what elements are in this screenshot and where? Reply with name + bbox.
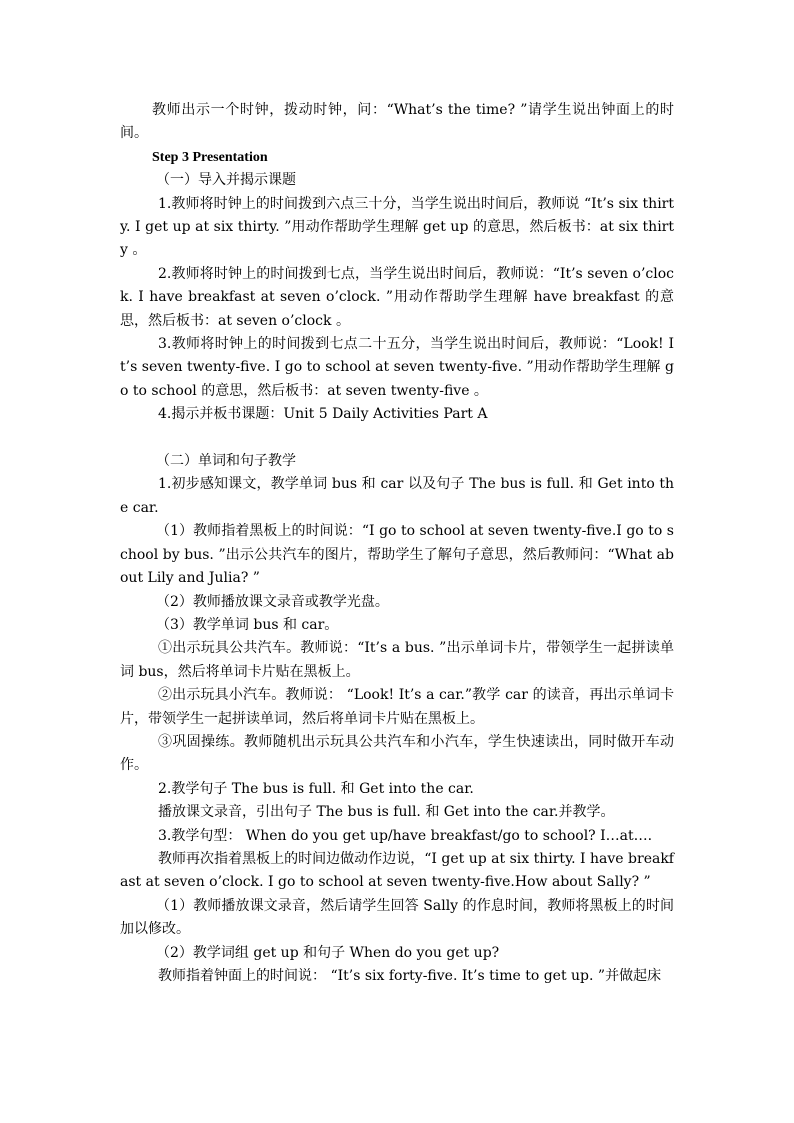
paragraph-item-1: 1.教师将时钟上的时间拨到六点三十分，当学生说出时间后，教师说 “It’s six thirty. I get up at six thirty. ”用动作帮助学生理解 get up 的意思，然后板书：at six thirty 。	[120, 195, 674, 259]
paragraph-item-2: 2.教师将时钟上的时间拨到七点，当学生说出时间后，教师说：“It’s seven o’clock. I have breakfast at seven o’clock. ”用动作帮助学生理解 have breakfast 的意思，然后板书：at seven o’clock 。	[120, 265, 674, 329]
blank-line	[120, 427, 674, 450]
paragraph-circle-1: ①出示玩具公共汽车。教师说：“It’s a bus. ”出示单词卡片，带领学生一起拼读单词 bus，然后将单词卡片贴在黑板上。	[120, 640, 674, 680]
paragraph-clock-intro: 教师出示一个时钟，拨动时钟，问：“What’s the time? ”请学生说出钟面上的时间。	[120, 102, 674, 142]
paragraph-item-words-2: 2.教学句子 The bus is full. 和 Get into the car.	[158, 780, 474, 797]
section-heading-1: （一）导入并揭示课题	[156, 172, 296, 189]
paragraph-item-words-1: 1.初步感知课文，教学单词 bus 和 car 以及句子 The bus is full. 和 Get into the car.	[120, 476, 674, 516]
paragraph-item-4: 4.揭示并板书课题：Unit 5 Daily Activities Part A	[158, 406, 488, 423]
paragraph-sub-4: （1）教师播放课文录音，然后请学生回答 Sally 的作息时间，教师将黑板上的时间加以修改。	[120, 897, 674, 938]
paragraph-final: 教师指着钟面上的时间说： “It’s six forty-five. It’s time to get up. ”并做起床	[158, 968, 662, 985]
document-page	[120, 99, 674, 988]
paragraph-sub-1: （1）教师指着黑板上的时间说：“I go to school at seven twenty-five.I go to school by bus. ”出示公共汽车的图片，帮助学生了解句子意思，然后教师问：“What about Lily and Julia? ”	[120, 523, 674, 587]
step-heading: Step 3 Presentation	[152, 149, 268, 165]
section-heading-2: （二）单词和句子教学	[156, 453, 296, 470]
paragraph-item-words-3: 3.教学句型： When do you get up/have breakfast/go to school? I…at….	[158, 827, 653, 844]
paragraph-sub-5: （2）教学词组 get up 和句子 When do you get up?	[156, 944, 500, 961]
paragraph-circle-3: ③巩固操练。教师随机出示玩具公共汽车和小汽车，学生快速读出，同时做开车动作。	[120, 733, 674, 774]
paragraph-play-recording: 播放课文录音，引出句子 The bus is full. 和 Get into the car.并教学。	[158, 804, 615, 821]
paragraph-sub-2: （2）教师播放课文录音或教学光盘。	[156, 593, 389, 610]
paragraph-teacher-again: 教师再次指着黑板上的时间边做动作边说，“I get up at six thirty. I have breakfast at seven o’clock. I go to school at seven twenty-five.How about Sally? ”	[120, 850, 674, 891]
paragraph-circle-2: ②出示玩具小汽车。教师说： “Look! It’s a car.”教学 car 的读音，再出示单词卡片，带领学生一起拼读单词，然后将单词卡片贴在黑板上。	[120, 687, 674, 727]
paragraph-item-3: 3.教师将时钟上的时间拨到七点二十五分，当学生说出时间后，教师说：“Look! It’s seven twenty-five. I go to school at seven twenty-five. ”用动作帮助学生理解 go to school 的意思，然后板书：at seven twenty-five 。	[120, 336, 674, 399]
paragraph-sub-3: （3）教学单词 bus 和 car。	[156, 616, 339, 633]
